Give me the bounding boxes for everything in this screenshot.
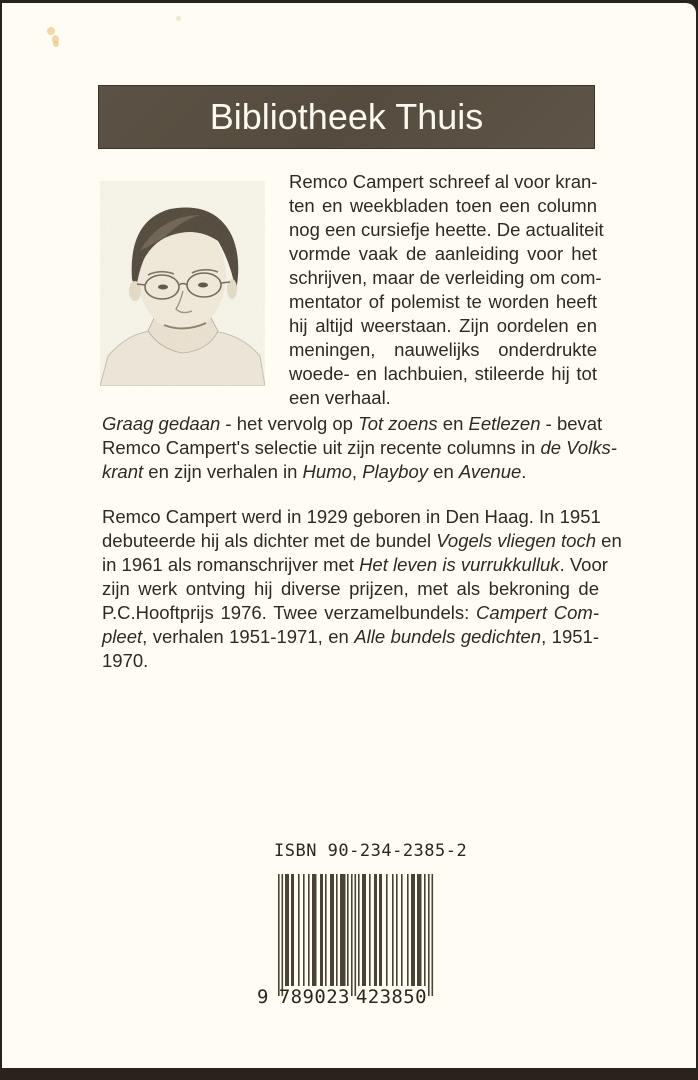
bio-line: zijn werk ontving hij diverse prijzen, met als bekroning de: [102, 578, 599, 599]
text: en: [596, 530, 622, 551]
text: , verhalen 1951-1971, en: [142, 626, 355, 647]
description-line: [102, 412, 603, 436]
author-portrait-icon: [100, 181, 265, 386]
bio-line: [102, 601, 599, 625]
book-title: Graag gedaan: [102, 413, 221, 434]
barcode-icon: [278, 874, 434, 996]
intro-line: ten en weekbladen toen een column: [289, 195, 597, 216]
book-title: Eetlezen: [468, 413, 541, 434]
book-back-cover: [2, 3, 696, 1068]
description-line: [102, 436, 617, 460]
intro-line: hij altijd weerstaan. Zijn oordelen en: [289, 315, 597, 336]
description-line: [102, 460, 599, 484]
book-title: Campert Com-: [476, 602, 599, 623]
publication-title: krant: [102, 461, 144, 482]
bio-line: [102, 529, 622, 553]
intro-line: nog een cursiefje heette. De actualiteit: [289, 219, 604, 240]
author-intro-paragraph: [289, 170, 604, 410]
bio-line: [102, 625, 599, 649]
publication-title: de Volks-: [540, 437, 617, 458]
stain-spot: [53, 41, 59, 47]
intro-line: Remco Campert schreef al voor kran-: [289, 171, 598, 192]
text: en: [437, 413, 469, 434]
text: , 1951-: [541, 626, 599, 647]
book-title: Alle bundels gedichten: [354, 626, 542, 647]
text: . Voor: [559, 554, 608, 575]
book-title: Het leven is vurrukkulluk: [359, 554, 560, 575]
series-title: Bibliotheek Thuis: [209, 96, 484, 137]
book-title: pleet: [102, 626, 143, 647]
barcode-lead-digit: 9: [257, 986, 269, 1008]
text: - bevat: [540, 413, 603, 434]
author-bio-paragraph: [102, 505, 622, 673]
text: Remco Campert's selectie uit zijn recente columns in: [102, 437, 541, 458]
book-title: Tot zoens: [358, 413, 438, 434]
intro-line: meningen, nauwelijks onderdrukte: [289, 339, 597, 360]
publication-title: Playboy: [362, 461, 429, 482]
text: - het vervolg op: [220, 413, 359, 434]
intro-line: woede- en lachbuien, stileerde hij tot: [289, 363, 597, 384]
book-title: Vogels vliegen toch: [436, 530, 597, 551]
intro-line: mentator of polemist te worden heeft: [289, 291, 597, 312]
intro-line: vormde vaak de aanleiding voor het: [289, 243, 597, 264]
stain-spot: [176, 16, 181, 21]
publication-title: Avenue: [458, 461, 522, 482]
text: debuteerde hij als dichter met de bundel: [102, 530, 437, 551]
author-portrait: [100, 181, 265, 386]
text: ,: [351, 461, 363, 482]
text: en zijn verhalen in: [143, 461, 303, 482]
intro-line: schrijven, maar de verleiding om com-: [289, 267, 602, 288]
barcode-digits: [257, 986, 427, 1008]
series-header-bar: [98, 85, 595, 149]
publication-title: Humo: [302, 461, 352, 482]
bio-line: 1970.: [102, 650, 149, 671]
bio-line: Remco Campert werd in 1929 geboren in Den Haag. In 1951: [102, 506, 601, 527]
text: en: [428, 461, 459, 482]
intro-line: een verhaal.: [289, 387, 391, 408]
bio-line: [102, 553, 608, 577]
barcode-group-2: 423850: [355, 986, 427, 1008]
text: P.C.Hooftprijs 1976. Twee verzamelbundels:: [102, 602, 477, 623]
text: in 1961 als romanschrijver met: [102, 554, 360, 575]
text: .: [521, 461, 527, 482]
book-description-paragraph: [102, 412, 617, 484]
isbn-label: ISBN 90-234-2385-2: [274, 841, 468, 861]
stain-spot: [47, 27, 55, 35]
barcode-group-1: 789023: [278, 986, 350, 1008]
